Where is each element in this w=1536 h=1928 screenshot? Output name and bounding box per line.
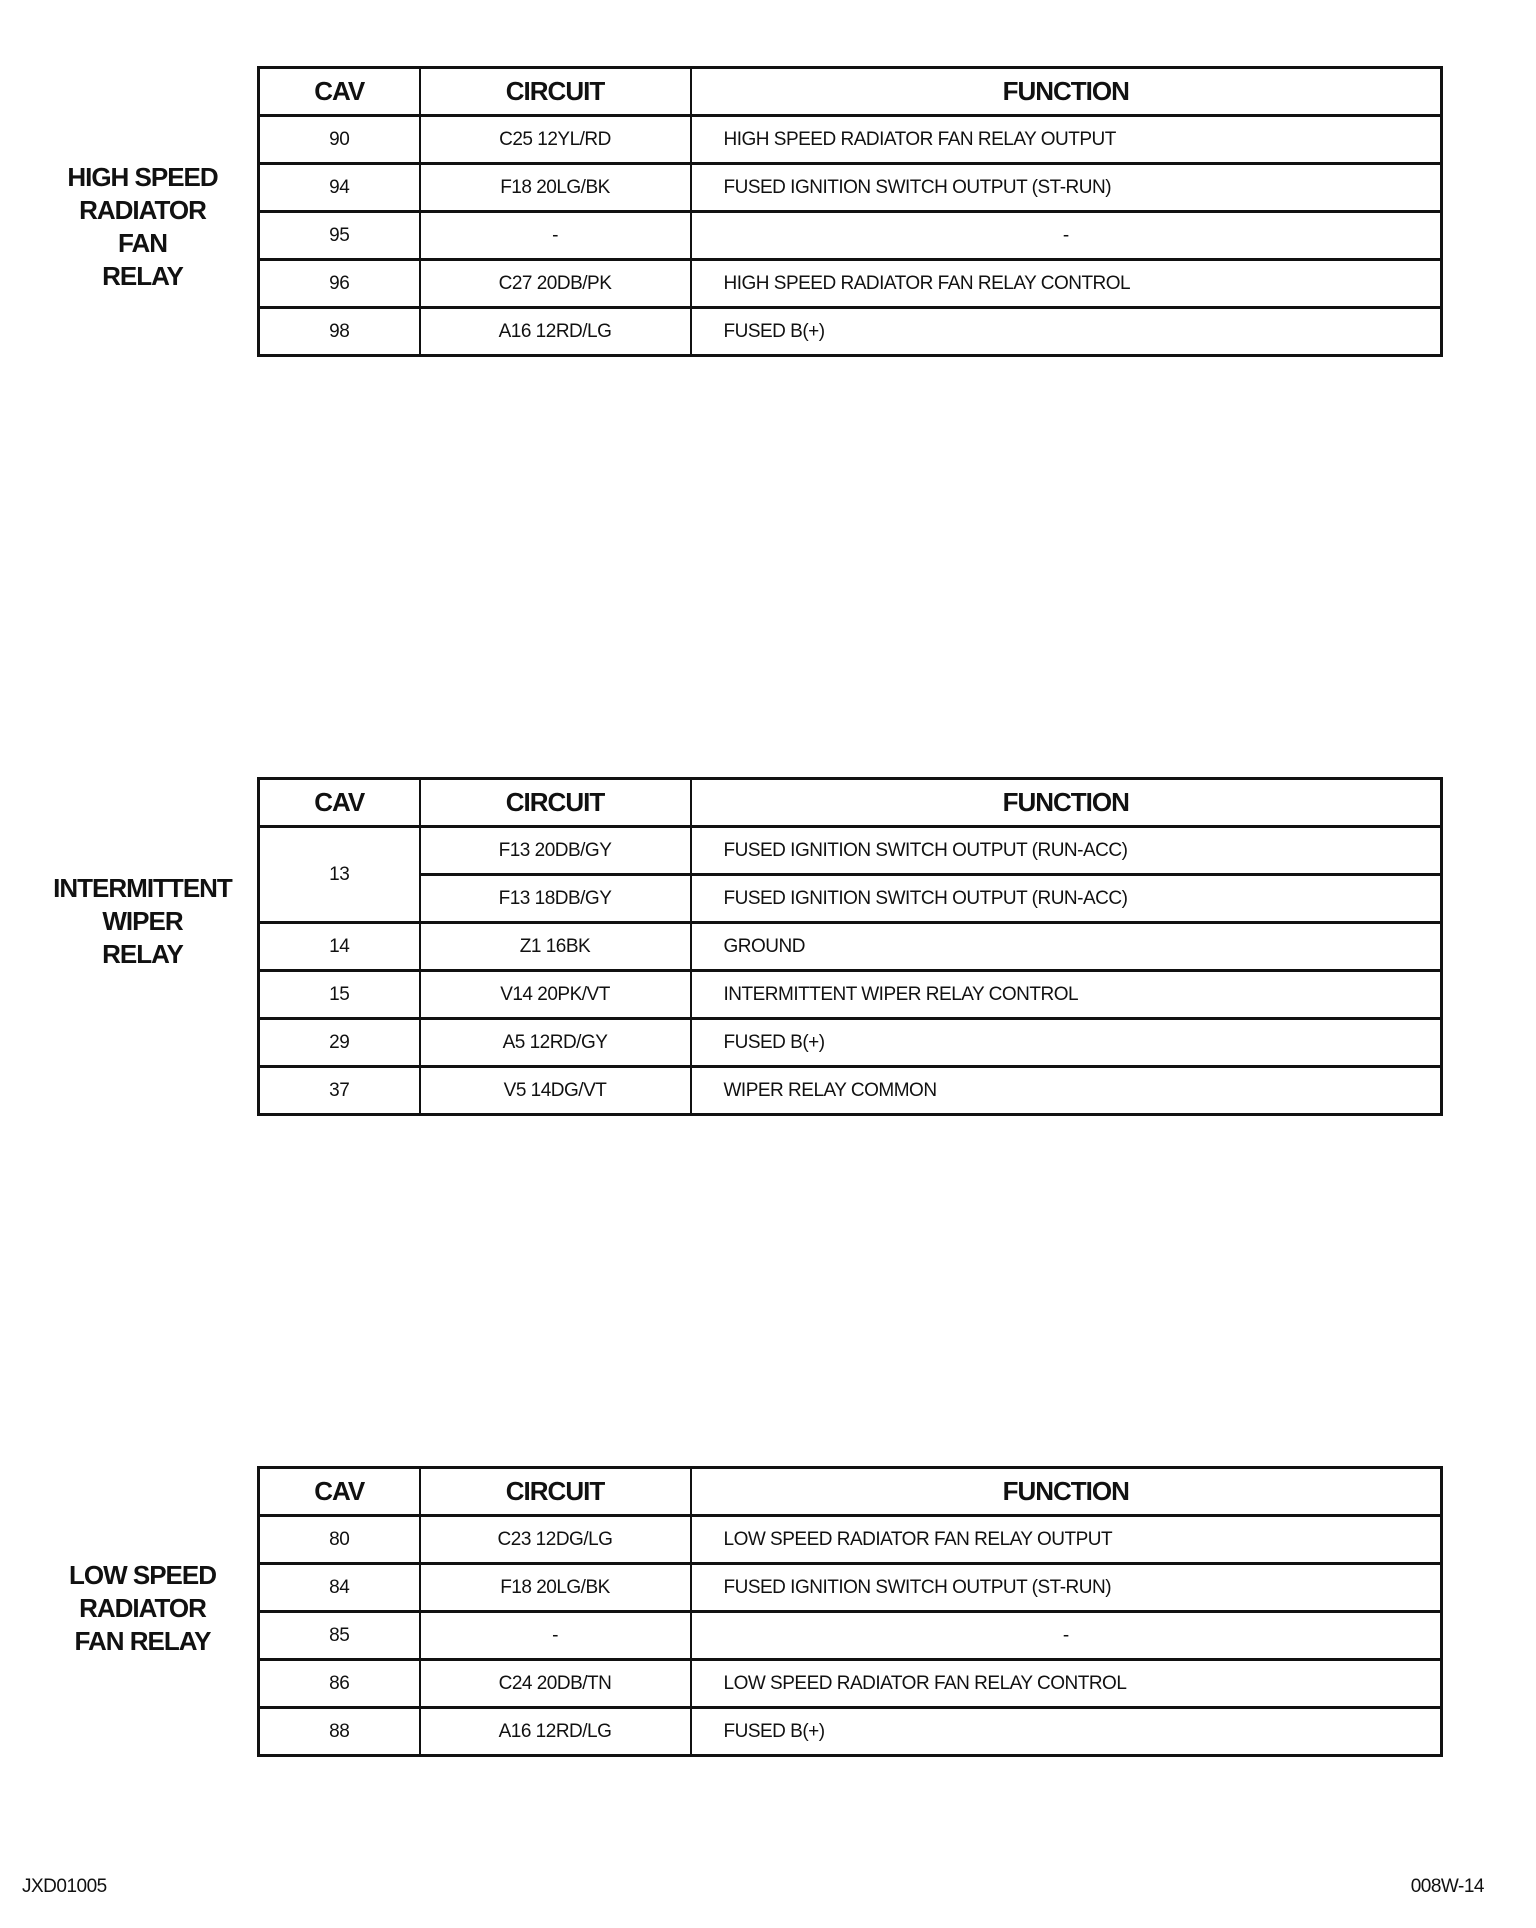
section-label-line: RADIATOR <box>79 195 206 225</box>
circuit-cell: F18 20LG/BK <box>420 164 691 212</box>
circuit-cell: F13 18DB/GY <box>420 875 691 923</box>
section-label-line: FAN RELAY <box>74 1626 211 1656</box>
table-row <box>259 875 1442 923</box>
cav-cell: 84 <box>259 1564 420 1612</box>
table-row <box>259 1067 1442 1115</box>
section-label-high-speed-radiator-fan-relay <box>40 161 245 293</box>
circuit-cell: F13 20DB/GY <box>420 827 691 875</box>
circuit-cell: V14 20PK/VT <box>420 971 691 1019</box>
circuit-cell: Z1 16BK <box>420 923 691 971</box>
high-speed-fan-relay-table <box>257 66 1443 357</box>
header-cav: CAV <box>259 68 420 116</box>
cav-cell: 98 <box>259 308 420 356</box>
cav-cell: 29 <box>259 1019 420 1067</box>
table-row <box>259 164 1442 212</box>
table-row <box>259 1708 1442 1756</box>
circuit-cell: A5 12RD/GY <box>420 1019 691 1067</box>
table-row <box>259 1516 1442 1564</box>
cav-cell: 14 <box>259 923 420 971</box>
function-cell: LOW SPEED RADIATOR FAN RELAY OUTPUT <box>691 1516 1442 1564</box>
table-row <box>259 116 1442 164</box>
cav-cell: 37 <box>259 1067 420 1115</box>
table-row <box>259 971 1442 1019</box>
cav-cell: 85 <box>259 1612 420 1660</box>
circuit-cell: F18 20LG/BK <box>420 1564 691 1612</box>
function-cell: - <box>691 1612 1442 1660</box>
function-cell: HIGH SPEED RADIATOR FAN RELAY CONTROL <box>691 260 1442 308</box>
header-function: FUNCTION <box>691 779 1442 827</box>
cav-cell: 86 <box>259 1660 420 1708</box>
circuit-cell: C24 20DB/TN <box>420 1660 691 1708</box>
function-cell: GROUND <box>691 923 1442 971</box>
function-cell: FUSED IGNITION SWITCH OUTPUT (ST-RUN) <box>691 1564 1442 1612</box>
function-cell: WIPER RELAY COMMON <box>691 1067 1442 1115</box>
table-row <box>259 923 1442 971</box>
function-cell: - <box>691 212 1442 260</box>
cav-cell: 13 <box>259 827 420 923</box>
circuit-cell: C27 20DB/PK <box>420 260 691 308</box>
header-circuit: CIRCUIT <box>420 1468 691 1516</box>
table-header-row <box>259 1468 1442 1516</box>
function-cell: FUSED B(+) <box>691 1708 1442 1756</box>
table-row <box>259 1660 1442 1708</box>
cav-cell: 96 <box>259 260 420 308</box>
function-cell: FUSED IGNITION SWITCH OUTPUT (RUN-ACC) <box>691 827 1442 875</box>
intermittent-wiper-relay-table <box>257 777 1443 1116</box>
table-row <box>259 1019 1442 1067</box>
function-cell: FUSED B(+) <box>691 1019 1442 1067</box>
table-row <box>259 827 1442 875</box>
section-label-intermittent-wiper-relay <box>40 872 245 971</box>
cav-cell: 95 <box>259 212 420 260</box>
table-row <box>259 212 1442 260</box>
section-label-line: LOW SPEED <box>68 1560 216 1590</box>
section-label-line: FAN <box>118 228 167 258</box>
function-cell: INTERMITTENT WIPER RELAY CONTROL <box>691 971 1442 1019</box>
function-cell: FUSED IGNITION SWITCH OUTPUT (ST-RUN) <box>691 164 1442 212</box>
cav-cell: 15 <box>259 971 420 1019</box>
section-label-line: WIPER <box>102 906 183 936</box>
circuit-cell: C25 12YL/RD <box>420 116 691 164</box>
circuit-cell: A16 12RD/LG <box>420 1708 691 1756</box>
cav-cell: 88 <box>259 1708 420 1756</box>
table-row <box>259 1612 1442 1660</box>
header-function: FUNCTION <box>691 68 1442 116</box>
table-header-row <box>259 68 1442 116</box>
section-label-line: RELAY <box>102 939 183 969</box>
table-row <box>259 308 1442 356</box>
low-speed-fan-relay-table <box>257 1466 1443 1757</box>
function-cell: HIGH SPEED RADIATOR FAN RELAY OUTPUT <box>691 116 1442 164</box>
table-row <box>259 1564 1442 1612</box>
function-cell: LOW SPEED RADIATOR FAN RELAY CONTROL <box>691 1660 1442 1708</box>
circuit-cell: V5 14DG/VT <box>420 1067 691 1115</box>
circuit-cell: - <box>420 1612 691 1660</box>
cav-cell: 90 <box>259 116 420 164</box>
section-label-line: RELAY <box>102 261 183 291</box>
function-cell: FUSED B(+) <box>691 308 1442 356</box>
circuit-cell: A16 12RD/LG <box>420 308 691 356</box>
section-label-low-speed-radiator-fan-relay <box>40 1559 245 1658</box>
section-label-line: HIGH SPEED <box>67 162 218 192</box>
section-label-line: RADIATOR <box>79 1593 206 1623</box>
function-cell: FUSED IGNITION SWITCH OUTPUT (RUN-ACC) <box>691 875 1442 923</box>
header-function: FUNCTION <box>691 1468 1442 1516</box>
page-id-right: 008W-14 <box>1410 1876 1484 1897</box>
section-label-line: INTERMITTENT <box>53 873 232 903</box>
header-cav: CAV <box>259 1468 420 1516</box>
table-header-row <box>259 779 1442 827</box>
cav-cell: 94 <box>259 164 420 212</box>
circuit-cell: - <box>420 212 691 260</box>
table-row <box>259 260 1442 308</box>
circuit-cell: C23 12DG/LG <box>420 1516 691 1564</box>
header-cav: CAV <box>259 779 420 827</box>
header-circuit: CIRCUIT <box>420 779 691 827</box>
header-circuit: CIRCUIT <box>420 68 691 116</box>
cav-cell: 80 <box>259 1516 420 1564</box>
document-id-left: JXD01005 <box>22 1876 107 1897</box>
